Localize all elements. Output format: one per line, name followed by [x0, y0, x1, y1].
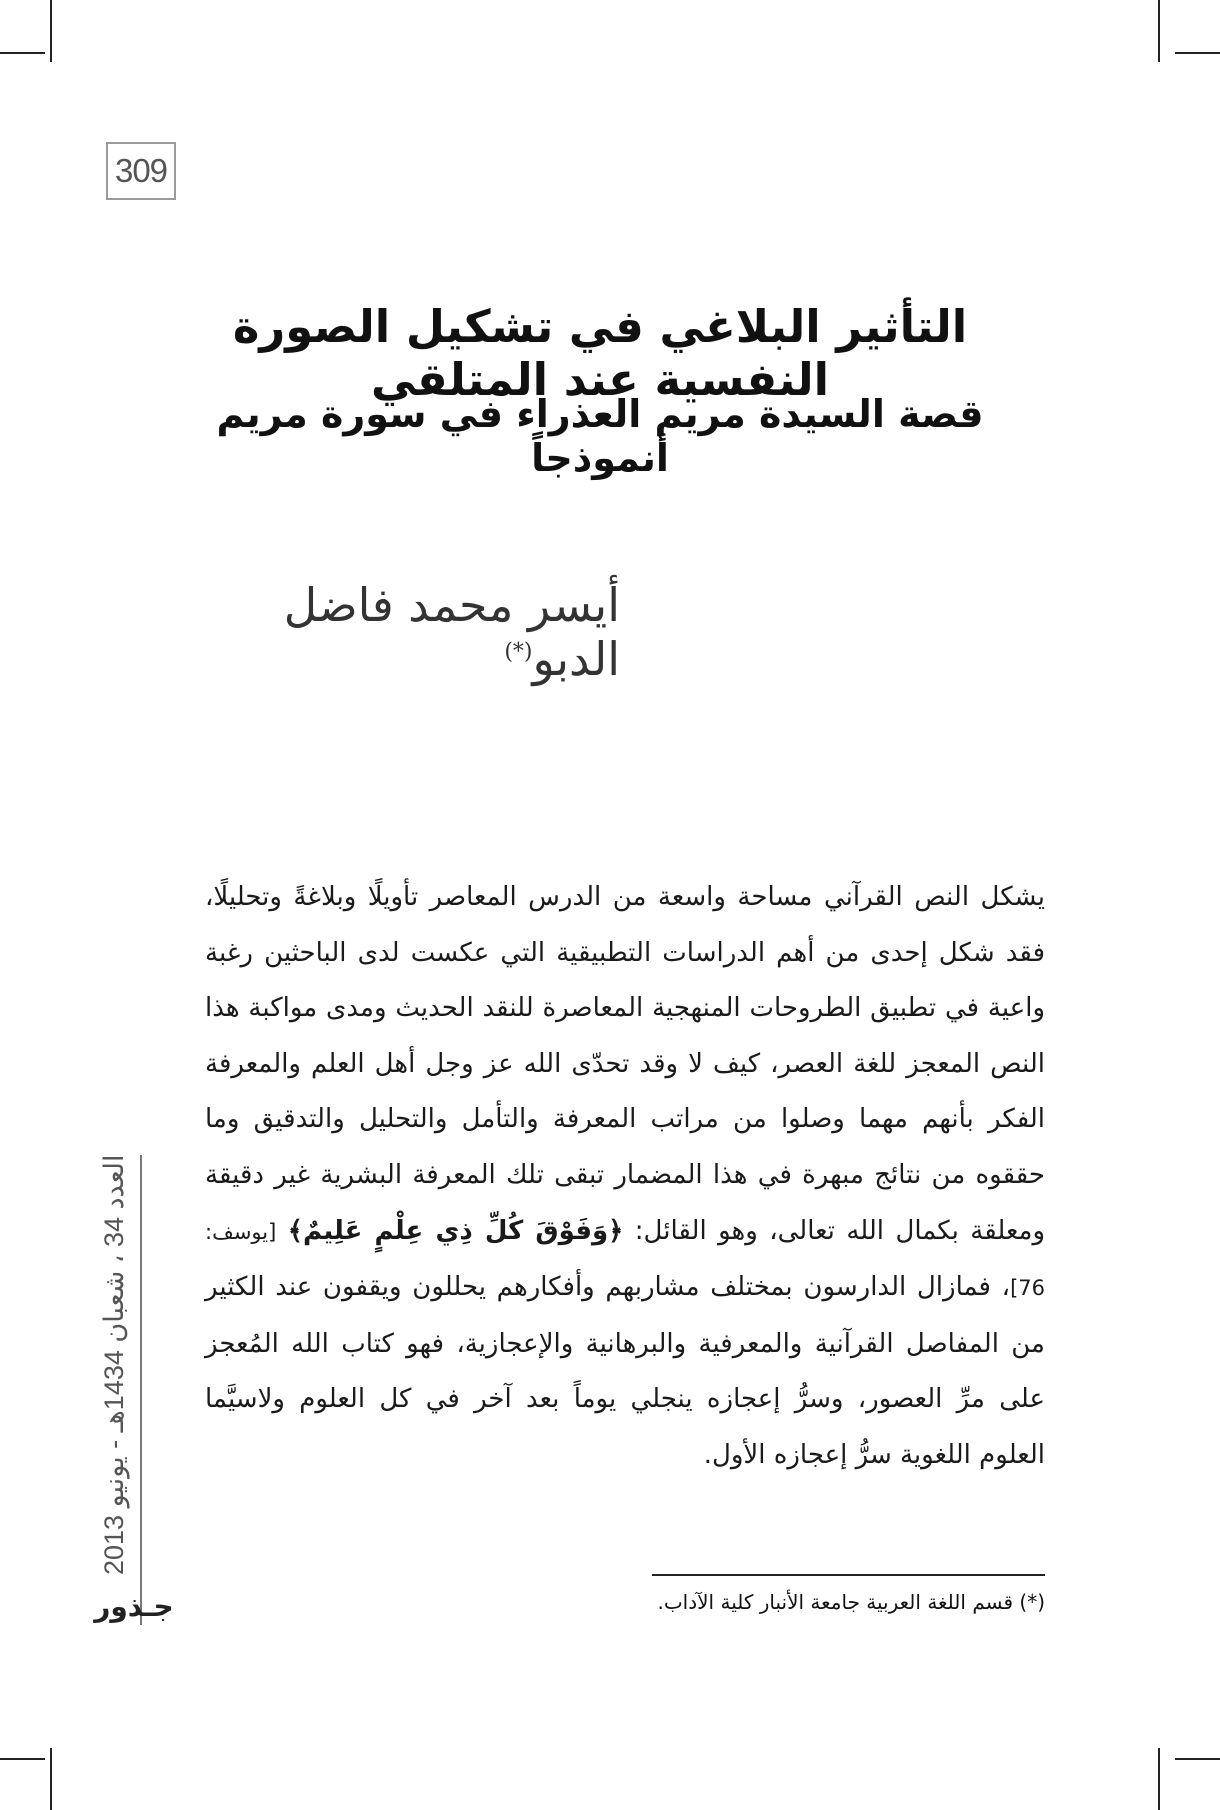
- crop-mark: [1175, 52, 1220, 54]
- author-text: أيسر محمد فاضل الدبو: [283, 578, 620, 686]
- crop-mark: [0, 52, 45, 54]
- article-title: التأثير البلاغي في تشكيل الصورة النفسية عند المتلقي: [232, 300, 968, 406]
- crop-mark: [50, 1748, 52, 1810]
- issue-text: العدد 34 ، شعبان 1434هـ - يونيو 2013: [99, 1154, 129, 1575]
- author-name: [160, 578, 620, 686]
- crop-mark: [1175, 1758, 1220, 1760]
- crop-mark: [50, 0, 52, 62]
- body-paragraph: [205, 870, 1045, 1484]
- body-part-1: يشكل النص القرآني مساحة واسعة من الدرس المعاصر تأويلًا وبلاغةً وتحليلًا، فقد شكل إحدى من أهم الدراسات التطبيقية التي عكست لدى الباحثين رغبة واعية في تطبيق الطروحات المنهجية المعاصرة للنقد الحديث ومدى مواكبة هذا النص المعجز للغة العصر، كيف لا وقد تحدّى الله عز وجل أهل العلم والمعرفة الفكر بأنهم مهما وصلوا من مراتب المعرفة والتأمل والتحليل والتدقيق وما حققوه من نتائج مبهرة في هذا المضمار تبقى تلك المعرفة البشرية غير دقيقة ومعلقة بكمال الله تعالى، وهو القائل:: [205, 882, 1046, 1246]
- footnote: (*) قسم اللغة العربية جامعة الأنبار كلية الآداب.: [657, 1590, 1045, 1614]
- article-subtitle: قصة السيدة مريم العذراء في سورة مريم أنموذجاً: [216, 392, 984, 480]
- journal-logo: جـذور: [94, 1590, 174, 1623]
- crop-mark: [1158, 0, 1160, 62]
- page-number: 309: [106, 142, 176, 200]
- quran-verse: ﴿وَفَوْقَ كُلِّ ذِي عِلْمٍ عَلِيمٌ﴾: [287, 1215, 624, 1246]
- footnote-divider: [652, 1574, 1045, 1576]
- crop-mark: [1158, 1748, 1160, 1810]
- side-divider: [140, 1155, 142, 1625]
- body-part-2: ، فمازال الدارسون بمختلف مشاربهم وأفكارهم يحللون ويقفون عند الكثير من المفاصل القرآنية والمعرفية والبرهانية والإعجازية، فهو كتاب الله المُعجز على مرِّ العصور، وسرُّ إعجازه ينجلي يوماً بعد آخر في كل العلوم ولاسيَّما العلوم اللغوية سرُّ إعجازه الأول.: [205, 1272, 1045, 1470]
- verse-reference: [يوسف: 76]: [205, 1219, 1045, 1301]
- author-footnote-mark: (*): [504, 639, 533, 665]
- crop-mark: [0, 1758, 45, 1760]
